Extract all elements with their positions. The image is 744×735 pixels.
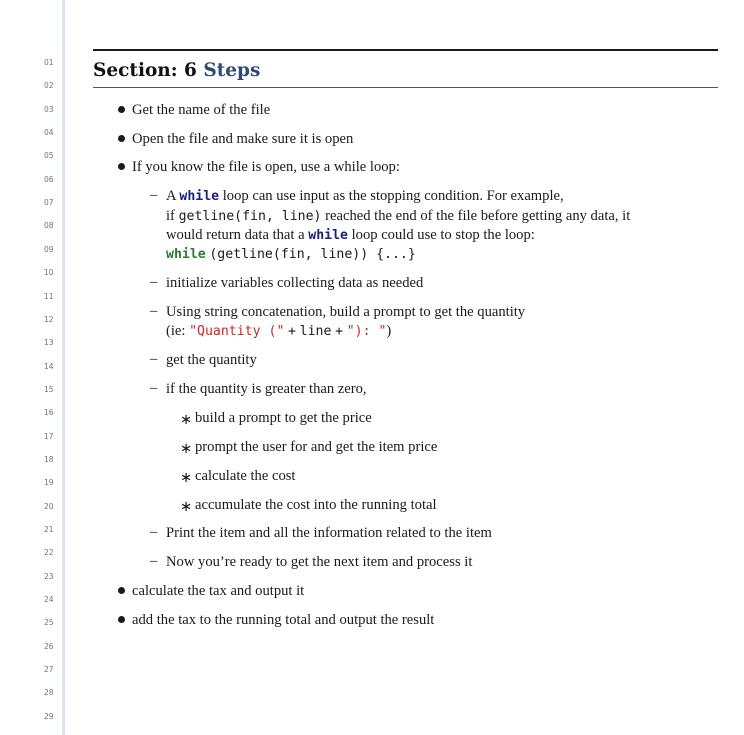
bullet-dot (118, 587, 125, 594)
subsub-item-2: prompt the user for and get the item price (195, 439, 438, 455)
dash-marker: – (150, 303, 158, 319)
bullet-dot (118, 163, 125, 170)
code-keyword: while (179, 189, 220, 204)
asterisk-marker: ∗ (180, 470, 193, 486)
line-number: 25 (44, 618, 54, 627)
line-number: 10 (44, 268, 54, 277)
subsub-item-4: accumulate the cost into the running total (195, 497, 437, 513)
line-number: 04 (44, 128, 54, 137)
sub-item-get-quantity: get the quantity (166, 352, 257, 368)
sub-item-if-quantity: if the quantity is greater than zero, (166, 381, 367, 397)
line-number: 12 (44, 315, 54, 324)
while-line-1 (166, 187, 564, 206)
sub-item-initialize: initialize variables collecting data as needed (166, 275, 424, 291)
bullet-item-2: Open the file and make sure it is open (132, 131, 354, 147)
line-number: 23 (44, 572, 54, 581)
line-number: 14 (44, 362, 54, 371)
line-number: 17 (44, 432, 54, 441)
while-line-2 (166, 207, 630, 226)
line-number: 21 (44, 525, 54, 534)
asterisk-marker: ∗ (180, 499, 193, 515)
code-identifier: line (299, 324, 332, 339)
bullet-item-1: Get the name of the file (132, 102, 271, 118)
bullet-item-3: If you know the file is open, use a while loop: (132, 159, 400, 175)
bullet-dot (118, 106, 125, 113)
line-number: 18 (44, 455, 54, 464)
code-text: (getline(fin, line)) {...} (209, 247, 416, 262)
text-span: loop can use input as the stopping condition. For example, (222, 188, 564, 204)
line-number: 28 (44, 688, 54, 697)
sub-item-concat: Using string concatenation, build a prompt to get the quantity (166, 304, 526, 320)
while-code-line (166, 245, 416, 264)
line-number: 11 (44, 292, 54, 301)
line-number: 13 (44, 338, 54, 347)
line-number: 09 (44, 245, 54, 254)
line-number: 19 (44, 478, 54, 487)
line-number: 08 (44, 221, 54, 230)
asterisk-marker: ∗ (180, 441, 193, 457)
line-number: 03 (44, 105, 54, 114)
section-title (93, 60, 260, 81)
dash-marker: – (150, 380, 158, 396)
line-number: 01 (44, 58, 54, 67)
section-number: 6 (184, 60, 197, 81)
line-number: 22 (44, 548, 54, 557)
line-number: 16 (44, 408, 54, 417)
bullet-dot (118, 616, 125, 623)
bullet-item-4: calculate the tax and output it (132, 583, 305, 599)
dash-marker: – (150, 187, 158, 203)
text-span: reached the end of the file before getting any data, it (325, 208, 631, 224)
subsub-item-1: build a prompt to get the price (195, 410, 372, 426)
text-span: ) (386, 323, 392, 339)
dash-marker: – (150, 553, 158, 569)
code-operator: + (335, 324, 344, 339)
dash-marker: – (150, 351, 158, 367)
section-bottom-rule (93, 87, 718, 88)
bullet-dot (118, 135, 125, 142)
section-top-rule (93, 49, 718, 51)
code-keyword: while (308, 228, 348, 243)
text-span: loop could use to stop the loop: (351, 227, 535, 243)
line-number: 20 (44, 502, 54, 511)
dash-marker: – (150, 274, 158, 290)
line-number: 26 (44, 642, 54, 651)
line-number: 06 (44, 175, 54, 184)
sub-item-print: Print the item and all the information related to the item (166, 525, 492, 541)
line-number: 27 (44, 665, 54, 674)
section-label: Section: (93, 60, 178, 81)
text-span: A (166, 188, 176, 204)
subsub-item-3: calculate the cost (195, 468, 296, 484)
sub-item-next: Now you’re ready to get the next item and process it (166, 554, 473, 570)
text-span: if (166, 208, 175, 224)
code-getline: getline(fin, line) (178, 209, 322, 224)
line-number: 05 (44, 151, 54, 160)
bullet-item-5: add the tax to the running total and output the result (132, 612, 435, 628)
code-operator: + (288, 324, 296, 339)
concat-example (166, 322, 391, 341)
while-line-3 (166, 226, 535, 245)
section-name: Steps (203, 60, 261, 81)
text-span: would return data that a (166, 227, 305, 243)
code-string: "Quantity (" (189, 324, 285, 339)
line-number: 15 (44, 385, 54, 394)
dash-marker: – (150, 524, 158, 540)
line-number: 29 (44, 712, 54, 721)
line-number: 02 (44, 81, 54, 90)
line-number: 07 (44, 198, 54, 207)
code-keyword: while (166, 247, 206, 262)
code-string: "): " (346, 324, 387, 339)
line-number: 24 (44, 595, 54, 604)
text-span: (ie: (166, 323, 186, 339)
asterisk-marker: ∗ (180, 412, 193, 428)
